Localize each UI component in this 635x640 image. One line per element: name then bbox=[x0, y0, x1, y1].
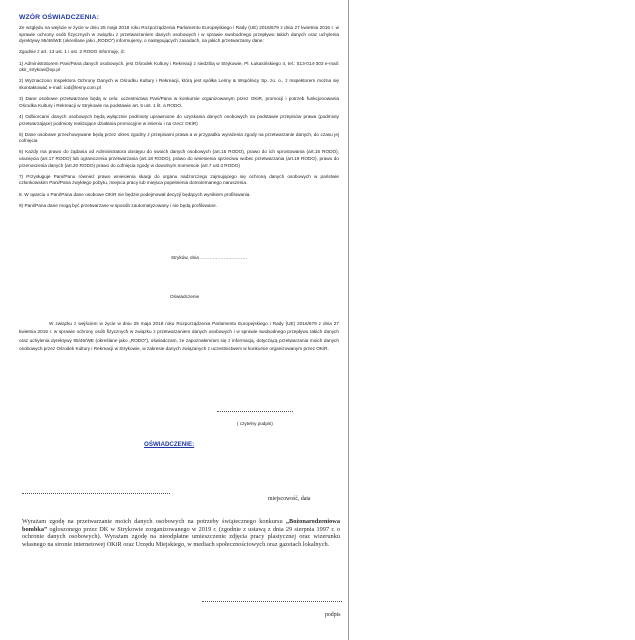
info-point-6: 6) Każdy ma prawo do żądania od Administratora dostępu do swoich danych osobowych (art.15 RODO), prawo do ich sprostowania (art.16 RODO), usunięcia (art.17 RODO) lub ograniczenia przetwarzania (art.18 RODO), prawo do wniesienia sprzeciwu wobec przetwarzania (art.19 RODO), prawo do przenoszenia danych (art.20 RODO) prawo do cofnięcia zgody w dowolnym momencie (art.7 ust.3 RODO) bbox=[19, 149, 339, 168]
legible-signature-caption: ( czytelny podpis) bbox=[237, 421, 273, 426]
declaration-text: W związku z wejściem w życie w dniu 25 maja 2018 roku Rozporządzenia Parlamentu Europejskiego i Rady (UE) 2016/679 z dnia 27 kwietnia 2016 r. w sprawie ochrony osób fizycznych w związku z przetwarzaniem danych osobowych i w sprawie swobodnego przepływu takich danych oraz uchylenia dyrektywy 95/46/WE (określane jako „RODO”), oświadczam, że zapoznałem/am się z informacją, dotyczącą przetwarzania moich danych osobowych przez Ośrodek Kultury i Rekreacji w Strykowie, w zakresie danych związanych z uczestnictwem w konkursie organizowanym przez OKiR. bbox=[19, 321, 339, 352]
info-point-1: 1) Administratorem Pani/Pana danych osobowych, jest Ośrodek Kultury i Rekreacji z siedzibą w Strykowie, Pl. Łukasińskiego 4, tel.: 513-014-303 e-mail: okir_strykow@op.pl bbox=[19, 60, 339, 73]
declaration-paragraph bbox=[19, 320, 339, 354]
signature-line-2 bbox=[202, 601, 342, 602]
place-date-line: Stryków, dnia ………………………… bbox=[171, 255, 248, 260]
statement-label: Oświadczenie bbox=[170, 294, 200, 299]
info-point-8: 8. W oparciu o Pani/Pana dane osobowe OKiR nie będzie podejmował decyzji będących wynikiem profilowania. bbox=[19, 191, 251, 197]
consent-section-title: OŚWIADCZENIE: bbox=[144, 441, 195, 448]
consent-paragraph bbox=[22, 518, 340, 548]
info-point-9: 9) Pani/Pana dane mogą być przetwarzane w sposób zautomatyzowany i nie będą profilowane. bbox=[19, 202, 218, 208]
info-point-4: 4) Odbiorcami danych osobowych będą wyłącznie podmioty uprawnione do uzyskania danych osobowych na podstawie przepisów prawa (podmioty przetwarzające) podmioty realizujące działania promocyjne w imieniu i na rzecz OKiR) bbox=[19, 113, 339, 126]
info-point-5: 5) Dane osobowe przechowywane będą przez okres zgodny z przepisami prawa a w przypadku wyrażenia zgody na przetwarzanie danych, do czasu jej cofnięcia bbox=[19, 131, 339, 144]
signature-line-1 bbox=[217, 411, 293, 412]
document-heading: WZÓR OŚWIADCZENIA: bbox=[19, 14, 99, 21]
info-point-2: 2) Wyznaczono Inspektora Ochrony Danych w Ośrodku Kultury i Rekreacji, którą jest spółka Leśny & Wspólnicy Sp. zo. o., z Inspektorem można się skontaktować e-mail: iod@lesny.com.pl bbox=[19, 78, 339, 90]
contest-name: „Bożonarodzeniowa bombka” bbox=[22, 518, 340, 533]
rodo-information-section bbox=[19, 25, 339, 214]
info-point-7: 7) Przysługuje Pani/Panu również prawo wniesienia skargi do organu nadzorczego zajmującego się ochroną danych osobowych w państwie członkowskim Pani/Pana zwykłego pobytu, miejsca pracy lub miejsca popełnienia domniemanego naruszenia. bbox=[19, 173, 339, 186]
consent-lead-text: Wyrażam zgodę na przetwarzanie moich danych osobowych na potrzeby świątecznego konkursu bbox=[22, 518, 286, 525]
place-date-dotted-line bbox=[22, 493, 170, 494]
consent-rest-text: ogłoszonego przez DK w Strykowie zorganizowanego w 2019 r. (zgodnie z ustawą z dnia 29 sierpnia 1997 r. o ochronie danych osobowych). Wyrażam zgodę na nieodpłatne umieszczenie zdjęcia pracy plastycznej oraz wizerunku własnego na stronie internetowej OKiR oraz Urzędu Miejskiego, w mediach społecznościowych oraz gazetach lokalnych. bbox=[22, 525, 340, 548]
intro-paragraph: Ze względu na wejście w życie w dniu 25 maja 2018 roku Rozporządzenia Parlamentu Europejskiego i Rady (UE) 2016/679 z dnia 27 kwietnia 2016 r. w sprawie ochrony osób fizycznych w związku z przetwarzaniem danych osobowych i w sprawie swobodnego przepływu takich danych oraz uchylenia dyrektywy 95/46/WE (określane jako „RODO”) informujemy, o następujących zasadach, na jakich przetwarzamy dane: bbox=[19, 25, 339, 44]
page-edge-line bbox=[348, 0, 349, 640]
place-date-caption: miejscowość, data bbox=[268, 496, 311, 502]
info-point-3: 3) Dane osobowe przetwarzane będą w celu: uczestnictwa Pani/Pana w konkursie organizowanym przez OKiR, promocji i potrzeb funkcjonowania Ośrodka Kultury i Rekreacji w Strykowie na podstawie art. 6 ust. 1 lit. a RODO. bbox=[19, 96, 339, 108]
signature-caption: podpis bbox=[325, 612, 341, 618]
legal-basis-line: Zgodnie z art. 13 ust. 1 i ust. 2 RODO informuję, iż: bbox=[19, 49, 126, 55]
